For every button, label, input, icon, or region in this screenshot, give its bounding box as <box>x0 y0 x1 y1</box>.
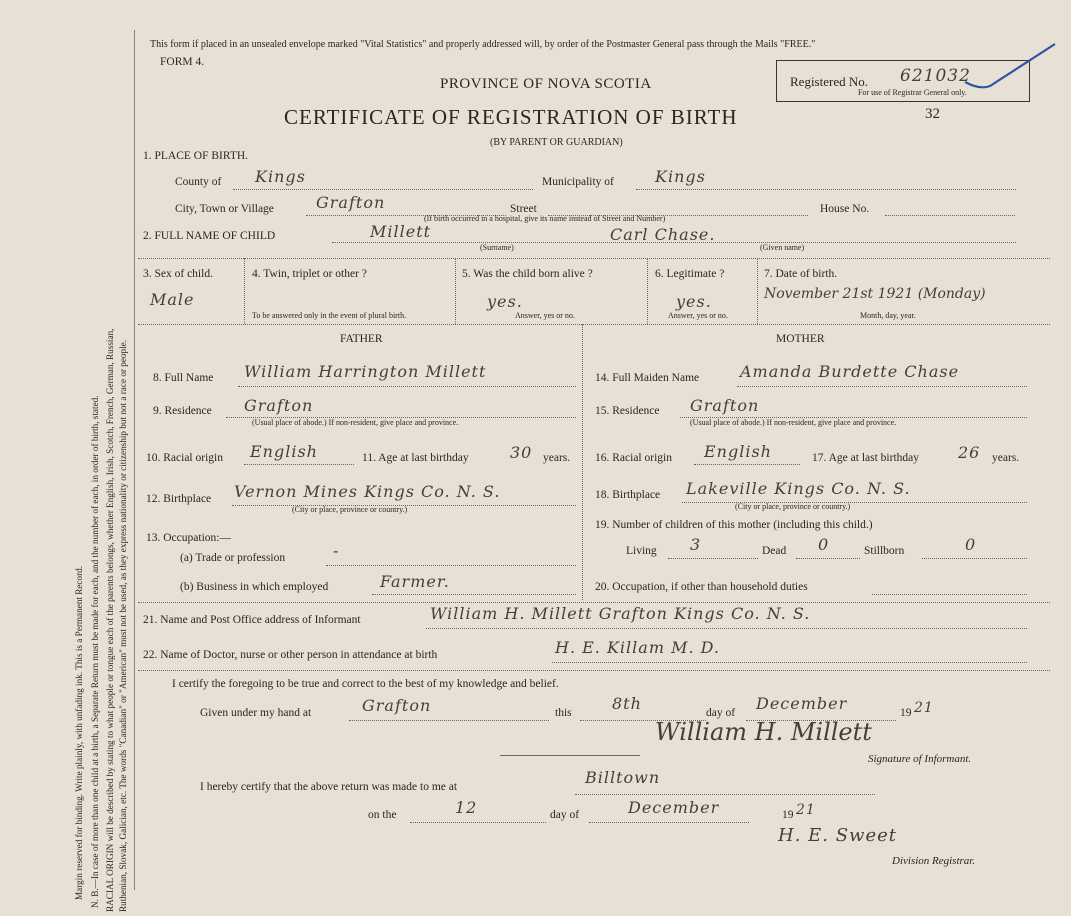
given-place-value: Grafton <box>362 696 432 715</box>
father-age-value: 30 <box>510 443 533 462</box>
father-occ-label: 13. Occupation:— <box>146 532 231 544</box>
dob-note: Month, day, year. <box>860 311 916 320</box>
mother-heading: MOTHER <box>776 333 825 345</box>
on-the-label: on the <box>368 809 397 821</box>
surname-note: (Surname) <box>480 243 514 252</box>
father-bp-label: 12. Birthplace <box>146 493 212 505</box>
dead-label: Dead <box>762 545 787 557</box>
mother-res-label: 15. Residence <box>595 405 660 417</box>
doctor-value: H. E. Killam M. D. <box>555 638 720 657</box>
side-note-1: Margin reserved for binding. Write plainly, with unfading ink. This is a Permanent Record. <box>74 565 84 900</box>
father-bp-note: (City or place, province or country.) <box>292 505 408 514</box>
side-note-3: RACIAL ORIGIN will be described by stating to what people or tongue each of the parents belongs, whether English, Irish, Scotch, French, German, Russian, <box>105 328 115 912</box>
registered-no-value: 621032 <box>900 66 971 86</box>
child-surname: Millett <box>370 222 432 241</box>
mail-notice: This form if placed in an unsealed envelope marked "Vital Statistics" and properly addressed will, by order of the Postmaster General pass through the Mails "FREE." <box>150 39 816 50</box>
legit-note: Answer, yes or no. <box>668 311 728 320</box>
father-racial-value: English <box>250 442 318 461</box>
municipality-label: Municipality of <box>542 176 614 188</box>
father-heading: FATHER <box>340 333 383 345</box>
dob-value: November 21st 1921 (Monday) <box>764 286 986 302</box>
margin-rule <box>134 30 135 890</box>
stillborn-value: 0 <box>965 535 977 554</box>
trade-value: - <box>333 541 340 560</box>
dead-value: 0 <box>818 535 830 554</box>
father-age-label: 11. Age at last birthday <box>362 452 469 464</box>
given-year-suffix: 21 <box>914 700 934 716</box>
division-registrar-label: Division Registrar. <box>892 855 976 867</box>
doctor-label: 22. Name of Doctor, nurse or other person in attendance at birth <box>143 649 438 661</box>
mother-age-label: 17. Age at last birthday <box>812 452 919 464</box>
mother-bp-value: Lakeville Kings Co. N. S. <box>686 479 911 498</box>
informant-signature: William H. Millett <box>655 718 872 746</box>
county-label: County of <box>175 176 222 188</box>
twin-label: 4. Twin, triplet or other ? <box>252 268 367 280</box>
mother-bp-note: (City or place, province or country.) <box>735 502 851 511</box>
legit-value: yes. <box>676 292 712 311</box>
form-number: FORM 4. <box>160 56 205 68</box>
mother-res-value: Grafton <box>690 396 760 415</box>
father-name-value: William Harrington Millett <box>244 362 487 381</box>
mother-racial-value: English <box>704 442 772 461</box>
father-res-note: (Usual place of abode.) If non-resident, give place and province. <box>252 418 459 427</box>
informant-value: William H. Millett Grafton Kings Co. N. S. <box>430 604 811 623</box>
registrar-year-suffix: 21 <box>796 802 816 818</box>
registered-no-note: For use of Registrar General only. <box>858 88 967 97</box>
side-note-4: Ruthenian, Slovak, Galician, etc. The words "Canadian" or "American" must not be used, as they express nationality or citizenship but not a race or people. <box>118 339 128 912</box>
alive-label: 5. Was the child born alive ? <box>462 268 593 280</box>
province-heading: PROVINCE OF NOVA SCOTIA <box>440 76 652 92</box>
municipality-value: Kings <box>655 167 706 186</box>
mother-name-value: Amanda Burdette Chase <box>740 362 960 381</box>
sex-label: 3. Sex of child. <box>143 268 213 280</box>
mother-racial-label: 16. Racial origin <box>595 452 672 464</box>
certify-statement: I certify the foregoing to be true and correct to the best of my knowledge and belief. <box>172 678 559 690</box>
signature-informant-label: Signature of Informant. <box>868 753 972 765</box>
alive-value: yes. <box>487 292 523 311</box>
given-day-value: 8th <box>612 694 642 713</box>
given-note: (Given name) <box>760 243 805 252</box>
alive-note: Answer, yes or no. <box>515 311 575 320</box>
mother-occ-label: 20. Occupation, if other than household duties <box>595 581 808 593</box>
certificate-title: CERTIFICATE OF REGISTRATION OF BIRTH <box>284 105 738 129</box>
sex-value: Male <box>150 290 195 309</box>
dob-label: 7. Date of birth. <box>764 268 838 280</box>
living-label: Living <box>626 545 657 557</box>
living-value: 3 <box>690 535 702 554</box>
registrar-signature: H. E. Sweet <box>778 825 897 846</box>
hospital-note: (If birth occurred in a hospital, give its name instead of Street and Number) <box>424 214 666 223</box>
house-label: House No. <box>820 203 870 215</box>
trade-label: (a) Trade or profession <box>180 552 286 564</box>
mother-res-note: (Usual place of abode.) If non-resident, give place and province. <box>690 418 897 427</box>
street-label: Street <box>510 203 537 215</box>
twin-note: To be answered only in the event of plural birth. <box>252 311 407 320</box>
given-year-prefix: 19 <box>900 707 912 719</box>
informant-label: 21. Name and Post Office address of Informant <box>143 614 361 626</box>
side-note-2: N. B.—In case of more than one child at a birth, a Separate Return must be made for each, and the number of each, in order of birth, stated. <box>90 395 100 908</box>
registrar-year-prefix: 19 <box>782 809 794 821</box>
father-bp-value: Vernon Mines Kings Co. N. S. <box>234 482 501 501</box>
mother-name-label: 14. Full Maiden Name <box>595 372 700 384</box>
registered-no-label: Registered No. <box>790 74 868 89</box>
mother-bp-label: 18. Birthplace <box>595 489 661 501</box>
this-label: this <box>555 707 572 719</box>
reg-suffix: 32 <box>925 106 940 122</box>
registrar-month-value: December <box>628 798 720 817</box>
city-label: City, Town or Village <box>175 203 274 215</box>
given-under-label: Given under my hand at <box>200 707 312 719</box>
child-given-name: Carl Chase. <box>610 225 716 244</box>
registrar-day-of-label: day of <box>550 809 580 821</box>
business-label: (b) Business in which employed <box>180 581 329 593</box>
given-month-value: December <box>756 694 848 713</box>
mother-age-years: years. <box>992 452 1020 464</box>
child-name-label: 2. FULL NAME OF CHILD <box>143 230 276 242</box>
registrar-day-value: 12 <box>455 798 478 817</box>
father-age-years: years. <box>543 452 571 464</box>
check-mark-icon <box>960 40 1060 95</box>
city-value: Grafton <box>316 193 386 212</box>
father-res-value: Grafton <box>244 396 314 415</box>
mother-age-value: 26 <box>958 443 981 462</box>
stillborn-label: Stillborn <box>864 545 905 557</box>
day-of-label: day of <box>706 707 736 719</box>
certificate-subtitle: (BY PARENT OR GUARDIAN) <box>490 137 623 148</box>
legit-label: 6. Legitimate ? <box>655 268 725 280</box>
registrar-statement: I hereby certify that the above return was made to me at <box>200 781 458 793</box>
children-label: 19. Number of children of this mother (including this child.) <box>595 519 873 531</box>
place-heading: 1. PLACE OF BIRTH. <box>143 150 249 162</box>
father-racial-label: 10. Racial origin <box>146 452 223 464</box>
business-value: Farmer. <box>380 572 450 591</box>
county-value: Kings <box>255 167 306 186</box>
father-res-label: 9. Residence <box>153 405 212 417</box>
registrar-place-value: Billtown <box>585 768 661 787</box>
father-name-label: 8. Full Name <box>153 372 214 384</box>
